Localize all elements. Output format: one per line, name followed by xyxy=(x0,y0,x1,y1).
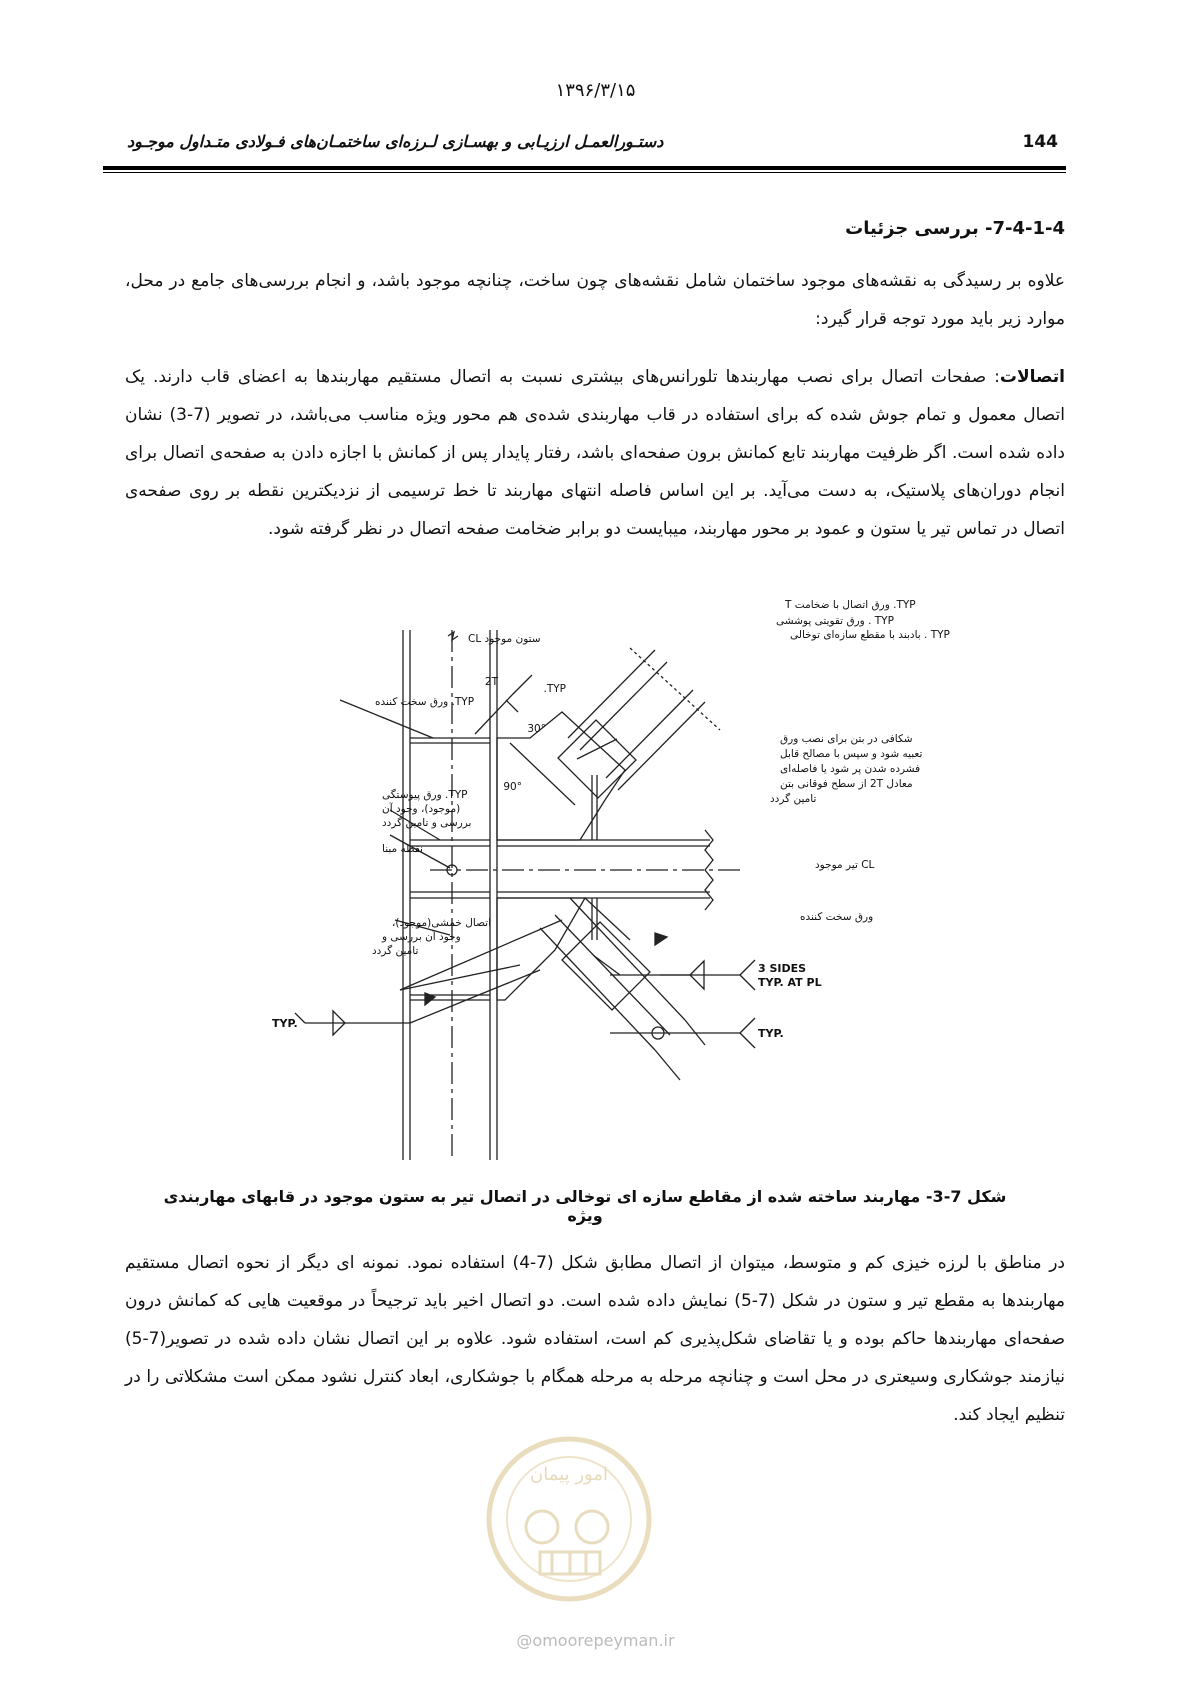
label-beam-cl: CL تیر موجود xyxy=(815,859,875,871)
page-number: 144 xyxy=(1022,132,1058,152)
page-date: ۱۳۹۶/۳/۱۵ xyxy=(555,80,636,101)
watermark-text: امور پیمان xyxy=(530,1464,608,1485)
label-weld-3sides-1: 3 SIDES xyxy=(758,962,807,975)
label-slot-note-2: تعبیه شود و سپس با مصالح قابل xyxy=(780,748,923,760)
label-stiffener-typ: TYP. ورق سخت کننده xyxy=(375,696,475,708)
running-header xyxy=(103,128,1066,158)
document-title: دستـورالعمـل ارزیـابی و بهسـازی لـرزه‌ای ساختمـان‌های فـولادی متـداول موجـود xyxy=(127,132,664,151)
paragraph-seismic-zones: در مناطق با لرزه خیزی کم و متوسط، میتوان از اتصال مطابق شکل (7-4) استفاده نمود. نمونه ای دیگر از نحوه اتصال مستقیم مهاربندها به مقطع تیر و ستون در شکل (7-5) نمایش داده شده است. دو اتصال اخیر باید ترجیحاً در موقعیت هایی که کمانش درون صفحه‌ای مهاربندها حاکم بوده و یا تقاضای شکل‌پذیری کم است، استفاده شود. علاوه بر این اتصال نشان داده شده در تصویر(7-5) نیازمند جوشکاری وسیعتری در محل است و چنانچه مرحله به مرحله همگام با جوشکاری، ابعاد کنترل نشود ممکن است مشکلاتی را در تنظیم ایجاد کند. xyxy=(125,1253,1066,1425)
label-2t: 2T xyxy=(484,676,498,688)
watermark-url: @omoorepeyman.ir xyxy=(516,1631,675,1650)
paragraph-lead-term: اتصالات xyxy=(999,367,1065,387)
label-work-point: نقطه مبنا xyxy=(382,843,423,855)
paragraph-connections xyxy=(125,358,1065,548)
label-gusset-plate: TYP. ورق اتصال با ضخامت T xyxy=(785,599,916,611)
lower-gusset-plate xyxy=(497,898,585,1000)
upper-hss-brace xyxy=(558,650,705,798)
brace-connection-figure xyxy=(272,599,950,1165)
label-column-cl: ستون موجود CL xyxy=(468,633,541,645)
label-weld-typ-right: TYP. xyxy=(758,1027,784,1040)
paragraph-connections-text: : صفحات اتصال برای نصب مهاربندها تلورانس‌های بیشتری نسبت به اتصال مستقیم مهاربندها به اعضای قاب دارند. یک اتصال معمول و تمام جوش شده که برای استفاده در قاب مهاربندی شده‌ی هم محور ویژه مناسب می‌باشد، در تصویر (7-3) نشان داده شده است. اگر ظرفیت مهاربند تابع کمانش برون صفحه‌ای باشد، رفتار پایدار پس از کمانش با اجازه دادن به صفحه‌ی اتصال برای انجام دوران‌های پلاستیک، به دست می‌آید. بر این اساس فاصله انتهای مهاربند تا خط ترسیمی از نزدیکترین نقطه بر روی صفحه‌ی اتصال در تماس تیر یا ستون و عمود بر محور مهاربند، میبایست دو برابر ضخامت صفحه اتصال در نظر گرفته شود. xyxy=(125,367,1065,539)
gear-icon xyxy=(526,1511,558,1543)
paragraph-intro: علاوه بر رسیدگی به نقشه‌های موجود ساختمان شامل نقشه‌های چون ساخت، چنانچه موجود باشد، و انجام بررسی‌های جامع در محل، موارد زیر باید مورد توجه قرار گیرد: xyxy=(125,271,1065,329)
label-slot-note-3: فشرده شدن پر شود یا فاصله‌ای xyxy=(780,763,921,775)
upper-gusset-plate xyxy=(497,712,625,840)
lower-hss-brace xyxy=(540,898,705,1080)
label-moment-conn-2: وجود آن بررسی و xyxy=(382,931,461,943)
header-rule-thick xyxy=(103,166,1066,170)
label-angle-30: 30° xyxy=(527,723,546,735)
label-typ-small: TYP. xyxy=(543,683,566,695)
header-rule-thin xyxy=(103,172,1066,173)
label-hss-brace: TYP . بادبند با مقطع سازه‌ای توخالی xyxy=(790,629,950,641)
section-heading: 7-4-1-4- بررسی جزئیات xyxy=(845,218,1065,239)
label-slot-note-5: تامین گردد xyxy=(770,793,817,805)
label-continuity-3: بررسی و تامین گردد xyxy=(382,817,472,829)
label-continuity-2: (موجود)، وجود آن xyxy=(382,803,461,815)
label-slot-note-1: شکافی در بتن برای نصب ورق xyxy=(780,733,913,745)
label-cover-plate: TYP . ورق تقویتی پوششی xyxy=(776,615,894,627)
label-weld-3sides-2: TYP. AT PL xyxy=(758,976,822,989)
label-angle-90: 90° xyxy=(503,781,522,793)
label-slot-note-4: معادل 2T از سطح فوقانی بتن xyxy=(780,778,913,790)
figure-caption: شکل 7-3- مهاربند ساخته شده از مقاطع سازه ای توخالی در اتصال تیر به ستون موجود در قابهای مهاربندی ویژه xyxy=(163,1187,1007,1225)
label-continuity-1: TYP. ورق پیوستگی xyxy=(382,789,468,801)
watermark-seal xyxy=(482,1432,657,1607)
label-stiffener: ورق سخت کننده xyxy=(800,911,874,923)
label-weld-typ-left: TYP. xyxy=(272,1017,298,1030)
label-moment-conn-3: تامین گردد xyxy=(372,945,419,957)
label-moment-conn-1: اتصال خمشی(موجود)، xyxy=(392,917,492,929)
